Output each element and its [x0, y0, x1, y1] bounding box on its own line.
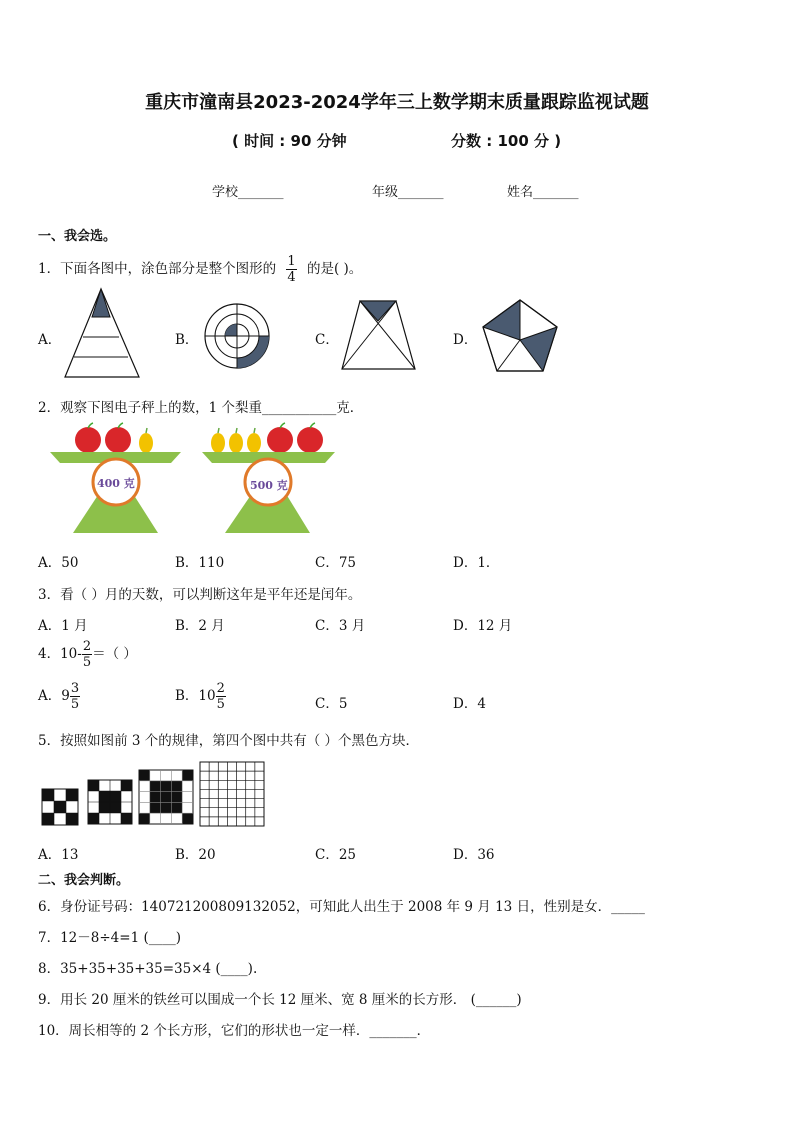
question-4-tail: ＝（ ） [92, 646, 137, 662]
concentric-circles-figure [203, 302, 271, 370]
q3-option-b[interactable]: B．2 月 [175, 618, 225, 634]
fraction-denominator: 5 [82, 655, 92, 670]
q5-option-d[interactable]: D．36 [453, 847, 495, 863]
score-label: 分数 : 100 分 ) [451, 132, 562, 150]
q3-option-c[interactable]: C．3 月 [315, 618, 366, 634]
question-1 [38, 255, 362, 284]
q1-option-a-label[interactable]: A． [38, 332, 62, 348]
question-8: 8．35+35+35+35=35×4 (____). [38, 961, 258, 977]
pattern-figure-3 [139, 770, 193, 824]
question-6: 6．身份证号码：140721200809132052，可知此人出生于 2008 年 9 月 13 日，性别是女．_____ [38, 899, 645, 915]
triangle-figure [62, 287, 142, 379]
fraction-two-fifths [82, 640, 92, 669]
q1-option-b-label[interactable]: B． [175, 332, 199, 348]
name-field[interactable]: 姓名_______ [507, 185, 579, 200]
q4-option-a-fraction [70, 682, 80, 711]
pattern-figure-1 [42, 789, 78, 825]
question-3: 3．看（ ）月的天数，可以判断这年是平年还是闰年。 [38, 587, 362, 603]
q5-option-c[interactable]: C．25 [315, 847, 357, 863]
q4-option-c[interactable]: C．5 [315, 696, 348, 712]
scale-1-reading: 400 克 [97, 477, 135, 490]
question-2: 2．观察下图电子秤上的数，1 个梨重___________克． [38, 400, 364, 416]
question-10: 10．周长相等的 2 个长方形，它们的形状也一定一样．_______． [38, 1023, 431, 1039]
question-5: 5．按照如图前 3 个的规律，第四个图中共有（ ）个黑色方块． [38, 733, 420, 749]
pattern-figure-2 [88, 780, 132, 824]
page-title: 重庆市潼南县2023-2024学年三上数学期末质量跟踪监视试题 [145, 92, 649, 113]
fraction-numerator: 2 [82, 639, 92, 654]
fraction-numerator: 2 [216, 681, 225, 696]
q1-option-d-label[interactable]: D． [453, 332, 478, 348]
school-field[interactable]: 学校_______ [212, 185, 284, 200]
question-7: 7．12－8÷4=1 (____) [38, 930, 181, 946]
q4-option-b-fraction [216, 682, 226, 711]
fraction-denominator: 5 [70, 697, 80, 712]
q4-option-a-whole: A．9 [38, 688, 70, 704]
q4-option-b-whole: B．10 [175, 688, 216, 704]
scale-2-reading: 500 克 [250, 479, 288, 492]
q5-option-b[interactable]: B．20 [175, 847, 216, 863]
q2-option-d[interactable]: D．1． [453, 555, 500, 571]
q2-option-a[interactable]: A．50 [38, 555, 79, 571]
fraction-numerator: 3 [70, 681, 80, 696]
q4-option-d[interactable]: D．4 [453, 696, 486, 712]
q3-option-a[interactable]: A．1 月 [38, 618, 88, 634]
fraction-denominator: 5 [216, 697, 225, 712]
trapezoid-figure [340, 299, 418, 371]
grade-field[interactable]: 年级_______ [372, 185, 444, 200]
question-1-text: 1．下面各图中，涂色部分是整个图形的 [38, 261, 277, 277]
fraction-denominator: 4 [287, 270, 296, 285]
pentagon-figure [480, 298, 560, 374]
q1-option-c-label[interactable]: C． [315, 332, 339, 348]
q4-option-b[interactable] [175, 682, 226, 711]
section-heading-2: 二、我会判断。 [38, 873, 130, 888]
question-4-text: 4．10- [38, 646, 82, 662]
time-label: ( 时间 : 90 分钟 [232, 132, 347, 150]
question-1-tail: 的是( )。 [306, 261, 363, 277]
question-9: 9．用长 20 厘米的铁丝可以围成一个长 12 厘米、宽 8 厘米的长方形． (______) [38, 992, 522, 1008]
q3-option-d[interactable]: D．12 月 [453, 618, 513, 634]
q2-option-c[interactable]: C．75 [315, 555, 357, 571]
question-4 [38, 640, 137, 669]
q5-option-a[interactable]: A．13 [38, 847, 79, 863]
q2-option-b[interactable]: B．110 [175, 555, 225, 571]
fraction-numerator: 1 [287, 254, 296, 269]
q4-option-a[interactable] [38, 682, 80, 711]
section-heading-1: 一、我会选。 [38, 229, 117, 244]
fraction-quarter [286, 255, 296, 284]
pattern-figure-4-empty-grid [200, 762, 264, 826]
